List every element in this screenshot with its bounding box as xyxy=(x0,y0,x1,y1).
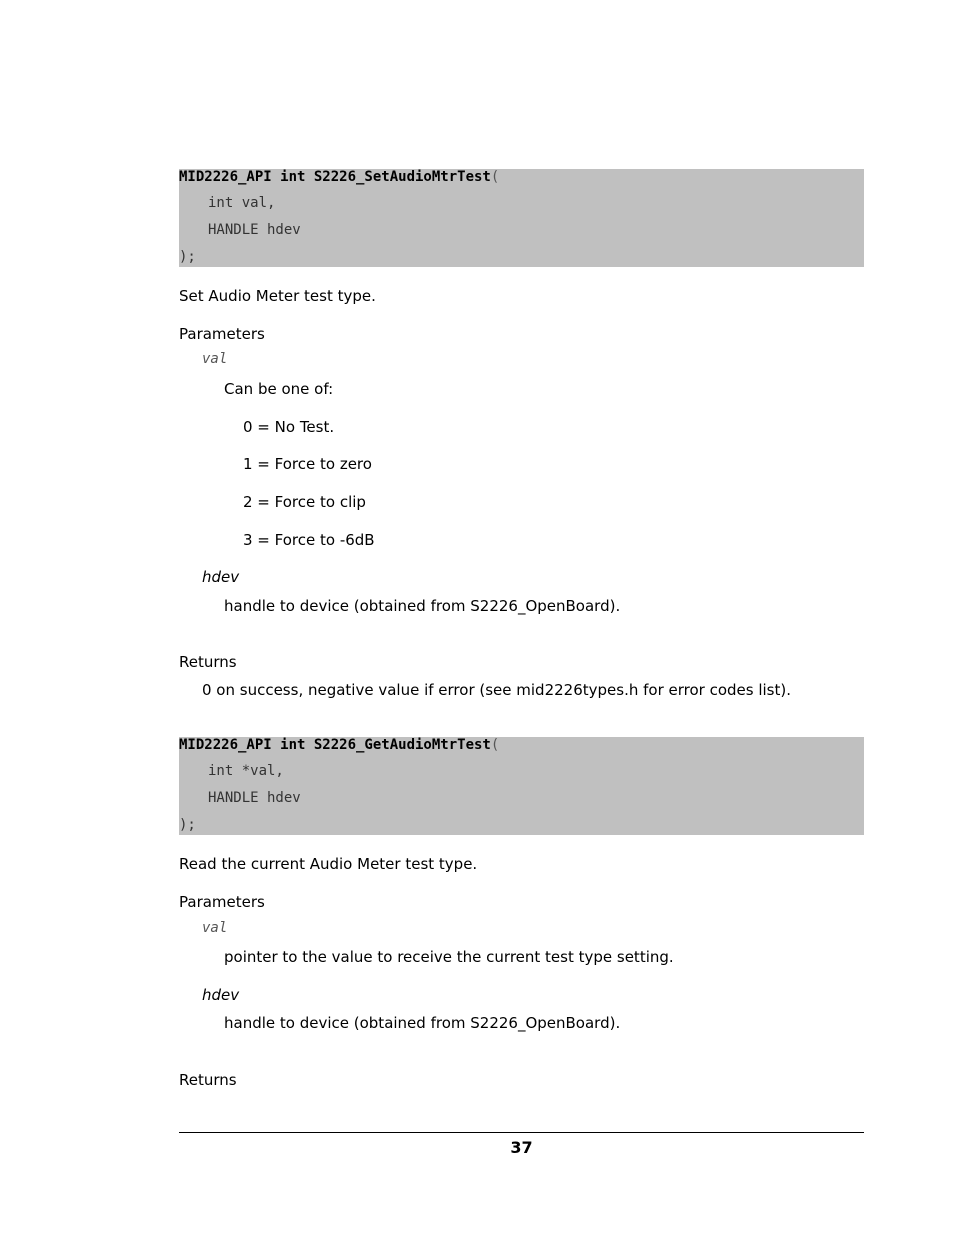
function-name: MID2226_API int S2226_GetAudioMtrTest xyxy=(179,737,491,753)
parameters-heading: Parameters xyxy=(179,325,265,343)
returns-description: 0 on success, negative value if error (see mid2226types.h for error codes list). xyxy=(202,681,791,699)
page-number: 37 xyxy=(510,1138,533,1157)
code-block-set-audio-mtr-test xyxy=(179,169,864,267)
param-name-val: val xyxy=(202,351,228,367)
option-item: 2 = Force to clip xyxy=(243,493,366,511)
function-description: Read the current Audio Meter test type. xyxy=(179,855,478,873)
param-name-val: val xyxy=(202,920,228,936)
option-item: 0 = No Test. xyxy=(243,418,335,436)
parameters-heading: Parameters xyxy=(179,893,265,911)
returns-heading: Returns xyxy=(179,653,237,671)
param-description: pointer to the value to receive the current test type setting. xyxy=(224,948,674,966)
param-name-hdev: hdev xyxy=(202,568,240,586)
footer-rule xyxy=(179,1132,864,1133)
argument-line: int val, xyxy=(208,195,276,211)
param-description: handle to device (obtained from S2226_OpenBoard). xyxy=(224,1014,621,1032)
close-paren: ); xyxy=(179,817,196,833)
code-block-get-audio-mtr-test xyxy=(179,737,864,835)
function-signature xyxy=(179,737,499,754)
open-paren: ( xyxy=(490,737,500,753)
option-item: 3 = Force to -6dB xyxy=(243,531,375,549)
argument-line: HANDLE hdev xyxy=(208,790,301,806)
open-paren: ( xyxy=(490,169,500,185)
param-description: handle to device (obtained from S2226_OpenBoard). xyxy=(224,597,621,615)
option-item: 1 = Force to zero xyxy=(243,455,372,473)
close-paren: ); xyxy=(179,249,196,265)
function-signature xyxy=(179,169,499,186)
function-name: MID2226_API int S2226_SetAudioMtrTest xyxy=(179,169,491,185)
function-description: Set Audio Meter test type. xyxy=(179,287,376,305)
param-name-hdev: hdev xyxy=(202,986,240,1004)
argument-line: HANDLE hdev xyxy=(208,222,301,238)
argument-line: int *val, xyxy=(208,763,284,779)
returns-heading: Returns xyxy=(179,1071,237,1089)
param-description: Can be one of: xyxy=(224,380,334,398)
